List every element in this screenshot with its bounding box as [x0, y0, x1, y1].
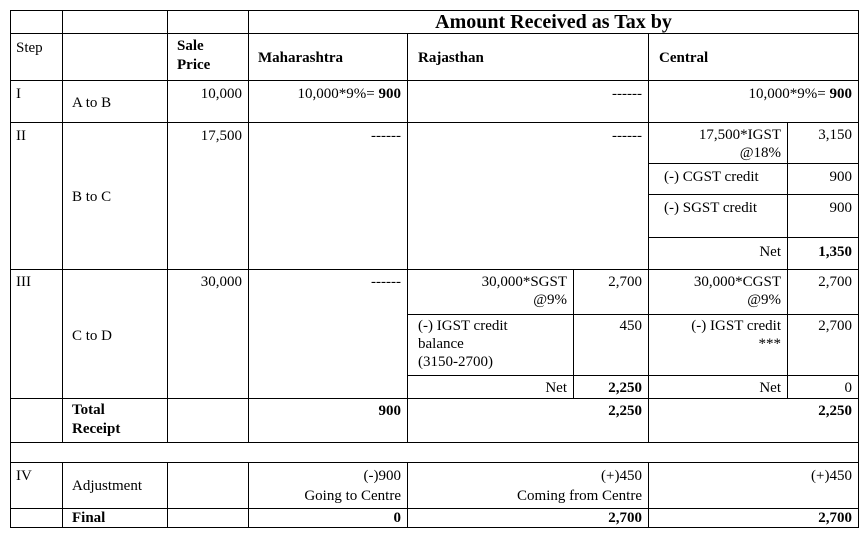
rajasthan-igst-credit-value: 450	[619, 318, 642, 334]
rule	[10, 442, 859, 443]
rule	[167, 462, 168, 527]
final-central: 2,700	[818, 510, 852, 526]
central-cgst-credit-value: 900	[829, 169, 852, 185]
central-adjustment: (+)450	[811, 468, 852, 484]
rule	[648, 194, 859, 195]
rajasthan-net-value: 2,250	[608, 380, 642, 396]
central-net-label: Net	[759, 380, 781, 396]
final-rajasthan: 2,700	[608, 510, 642, 526]
group-title: Amount Received as Tax by	[435, 11, 672, 33]
rule	[407, 375, 859, 376]
rajasthan-sgst-label: 30,000*SGST @9%	[481, 274, 567, 308]
rule	[10, 269, 859, 270]
rule	[648, 163, 859, 164]
step-label: III	[16, 274, 31, 290]
tax-table	[10, 10, 859, 528]
col-header-step: Step	[16, 40, 43, 56]
central-cgst-credit-label: (-) CGST credit	[664, 169, 759, 185]
rajasthan-adjustment-note: Coming from Centre	[517, 488, 642, 504]
step-label: II	[16, 128, 26, 144]
adjustment-label: Adjustment	[72, 478, 142, 494]
central-igst-label: 17,500*IGST @18%	[698, 127, 781, 161]
central-net-value: 0	[844, 380, 852, 396]
rule	[62, 10, 63, 442]
maharashtra-cell: ------	[371, 128, 401, 144]
total-receipt-label: Total Receipt	[72, 402, 121, 437]
rajasthan-igst-credit-label: (-) IGST credit balance (3150-2700)	[418, 318, 508, 370]
total-maharashtra: 900	[378, 403, 401, 419]
central-net-label: Net	[759, 244, 781, 260]
col-header-rajasthan: Rajasthan	[418, 50, 484, 66]
rule	[10, 10, 11, 527]
step-label: IV	[16, 468, 32, 484]
rule	[167, 10, 168, 442]
rajasthan-cell: ------	[612, 128, 642, 144]
tax-amount: 900	[378, 86, 401, 102]
central-cell	[648, 85, 852, 103]
central-cgst-value: 2,700	[818, 274, 852, 290]
rajasthan-sgst-value: 2,700	[608, 274, 642, 290]
central-igst-credit-label: (-) IGST credit ***	[691, 318, 781, 352]
rule	[10, 462, 859, 463]
transaction-label: A to B	[72, 95, 112, 111]
rule	[648, 237, 859, 238]
tax-amount: 900	[829, 86, 852, 102]
final-label: Final	[72, 510, 106, 526]
rule	[10, 398, 859, 399]
sale-price: 30,000	[200, 274, 242, 290]
rule	[10, 122, 859, 123]
rule	[407, 314, 859, 315]
rajasthan-cell: ------	[612, 86, 642, 102]
rajasthan-adjustment: (+)450	[601, 468, 642, 484]
rule	[62, 462, 63, 527]
central-cgst-label: 30,000*CGST @9%	[693, 274, 781, 308]
central-sgst-credit-value: 900	[829, 200, 852, 216]
maharashtra-cell	[248, 85, 401, 103]
central-sgst-credit-label: (-) SGST credit	[664, 200, 758, 216]
rule	[10, 80, 859, 81]
tax-calculation: 10,000*9%=	[748, 86, 826, 102]
step-label: I	[16, 86, 21, 102]
tax-calculation: 10,000*9%=	[297, 86, 375, 102]
central-igst-credit-value: 2,700	[818, 318, 852, 334]
rule	[10, 33, 859, 34]
sale-price: 10,000	[200, 86, 242, 102]
maharashtra-cell: ------	[371, 274, 401, 290]
rule	[858, 10, 859, 527]
total-rajasthan: 2,250	[608, 403, 642, 419]
rajasthan-net-label: Net	[545, 380, 567, 396]
central-net-value: 1,350	[818, 244, 852, 260]
transaction-label: C to D	[72, 328, 113, 344]
total-central: 2,250	[818, 403, 852, 419]
col-header-maharashtra: Maharashtra	[258, 50, 343, 66]
transaction-label: B to C	[72, 189, 112, 205]
maharashtra-adjustment: (-)900	[363, 468, 401, 484]
maharashtra-adjustment-note: Going to Centre	[304, 488, 401, 504]
final-maharashtra: 0	[393, 510, 401, 526]
central-igst-value: 3,150	[818, 127, 852, 143]
sale-price: 17,500	[200, 128, 242, 144]
rule	[248, 10, 249, 442]
col-header-sale-price: Sale Price	[177, 38, 211, 73]
rule	[10, 527, 859, 528]
col-header-central: Central	[659, 50, 709, 66]
